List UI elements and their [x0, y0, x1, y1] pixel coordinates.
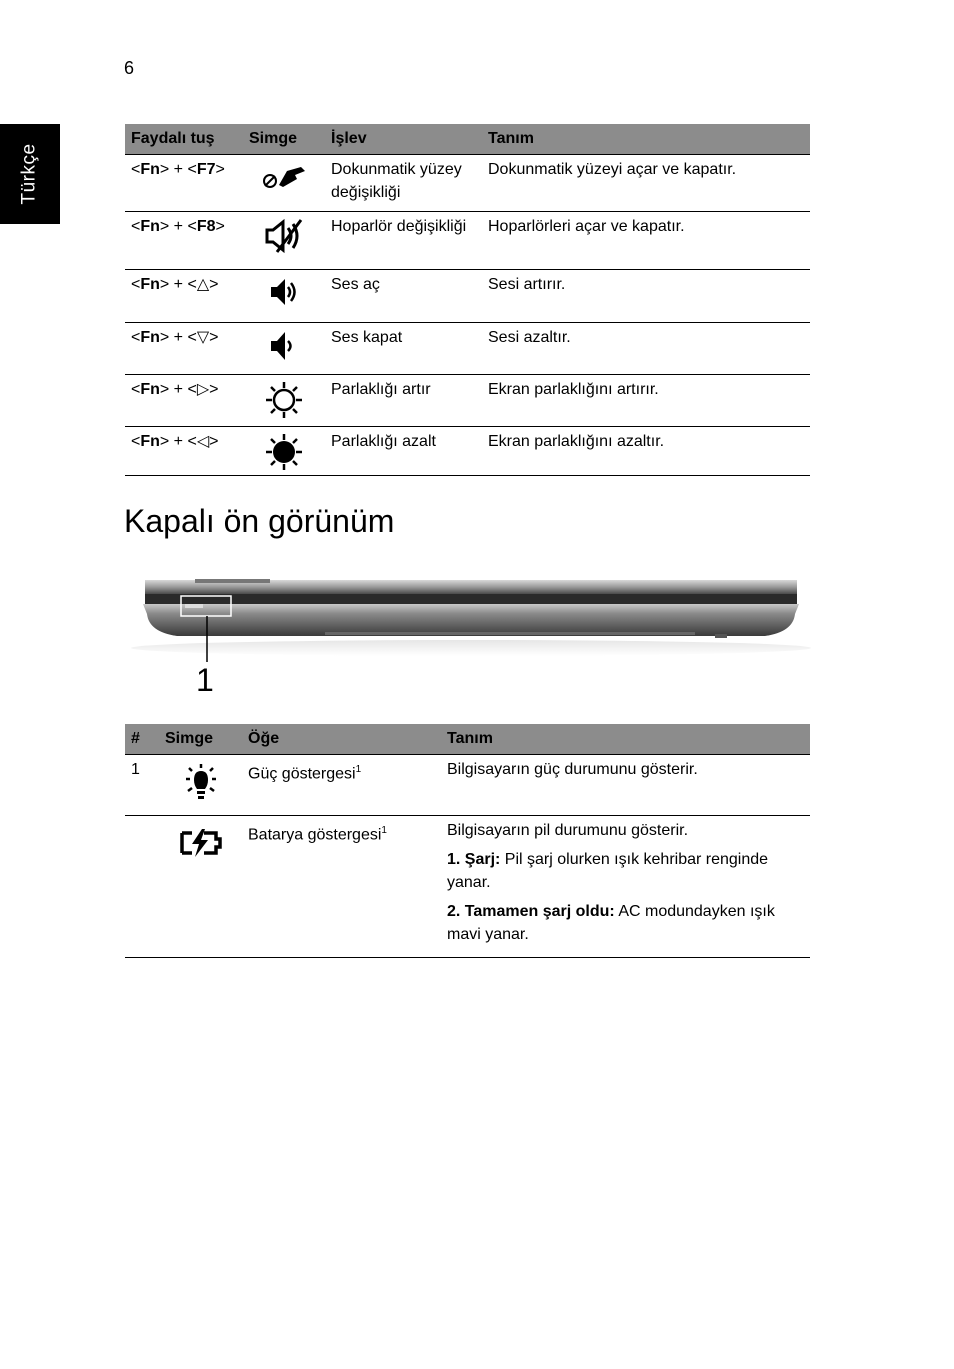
battery-description: Bilgisayarın pil durumunu gösterir. — [447, 822, 689, 839]
power-indicator-icon — [159, 755, 242, 816]
header-function: İşlev — [325, 124, 482, 155]
brightness-down-icon — [243, 427, 325, 476]
indicator-table-header — [125, 724, 810, 755]
description-cell: Ekran parlaklığını azaltır. — [488, 433, 665, 450]
function-cell: Dokunmatik yüzey değişikliği — [331, 161, 462, 201]
indicator-table — [125, 724, 810, 958]
function-cell: Hoparlör değişikliği — [331, 218, 467, 235]
volume-up-icon — [243, 270, 325, 323]
number-cell: 1 — [131, 761, 140, 778]
language-tab — [0, 124, 60, 224]
table-row — [125, 427, 810, 476]
description-cell: Hoparlörleri açar ve kapatır. — [488, 218, 685, 235]
function-cell: Parlaklığı artır — [331, 381, 431, 398]
description-cell: Bilgisayarın güç durumunu gösterir. — [447, 761, 698, 778]
description-cell: Dokunmatik yüzeyi açar ve kapatır. — [488, 161, 737, 178]
hotkey-cell: <Fn> + <F8> — [131, 218, 225, 235]
table-row — [125, 375, 810, 427]
table-row — [125, 270, 810, 323]
header-item: Öğe — [242, 724, 441, 755]
number-cell — [125, 816, 159, 958]
section-title: Kapalı ön görünüm — [124, 503, 395, 539]
battery-note-charging: 1. Şarj: Pil şarj olurken ışık kehribar renginde yanar. — [447, 851, 769, 891]
brightness-up-icon — [243, 375, 325, 427]
hotkey-table — [125, 124, 810, 476]
header-icon: Simge — [243, 124, 325, 155]
hotkey-cell: <Fn> + <△> — [131, 276, 219, 293]
header-icon: Simge — [159, 724, 242, 755]
hotkey-table-header — [125, 124, 810, 155]
laptop-front-view-figure — [125, 570, 815, 710]
description-cell: Sesi azaltır. — [488, 329, 571, 346]
hotkey-cell: <Fn> + <F7> — [131, 161, 225, 178]
description-cell: Sesi artırır. — [488, 276, 566, 293]
description-cell — [441, 816, 810, 958]
hotkey-cell: <Fn> + <▽> — [131, 329, 219, 346]
function-cell: Ses aç — [331, 276, 380, 293]
item-cell: Güç göstergesi$^1$ — [248, 764, 362, 783]
page-number: 6 — [124, 58, 135, 78]
header-hotkey: Faydalı tuş — [125, 124, 243, 155]
table-row — [125, 755, 810, 816]
description-cell: Ekran parlaklığını artırır. — [488, 381, 659, 398]
table-row — [125, 816, 810, 958]
callout-number: 1 — [196, 662, 214, 698]
item-cell: Batarya göstergesi$^1$ — [248, 825, 387, 844]
function-cell: Parlaklığı azalt — [331, 433, 436, 450]
volume-down-icon — [243, 323, 325, 375]
language-tab-label: Türkçe — [19, 143, 41, 205]
table-row — [125, 323, 810, 375]
speaker-toggle-icon — [243, 212, 325, 270]
battery-indicator-icon — [159, 816, 242, 958]
table-row — [125, 155, 810, 212]
function-cell: Ses kapat — [331, 329, 403, 346]
hotkey-cell: <Fn> + <▷> — [131, 381, 219, 398]
header-number: # — [125, 724, 159, 755]
hotkey-cell: <Fn> + <◁> — [131, 433, 219, 450]
header-description: Tanım — [441, 724, 810, 755]
touchpad-toggle-icon — [243, 155, 325, 212]
table-row — [125, 212, 810, 270]
header-description: Tanım — [482, 124, 810, 155]
battery-note-charged: 2. Tamamen şarj oldu: AC modundayken ışık mavi yanar. — [447, 903, 775, 943]
